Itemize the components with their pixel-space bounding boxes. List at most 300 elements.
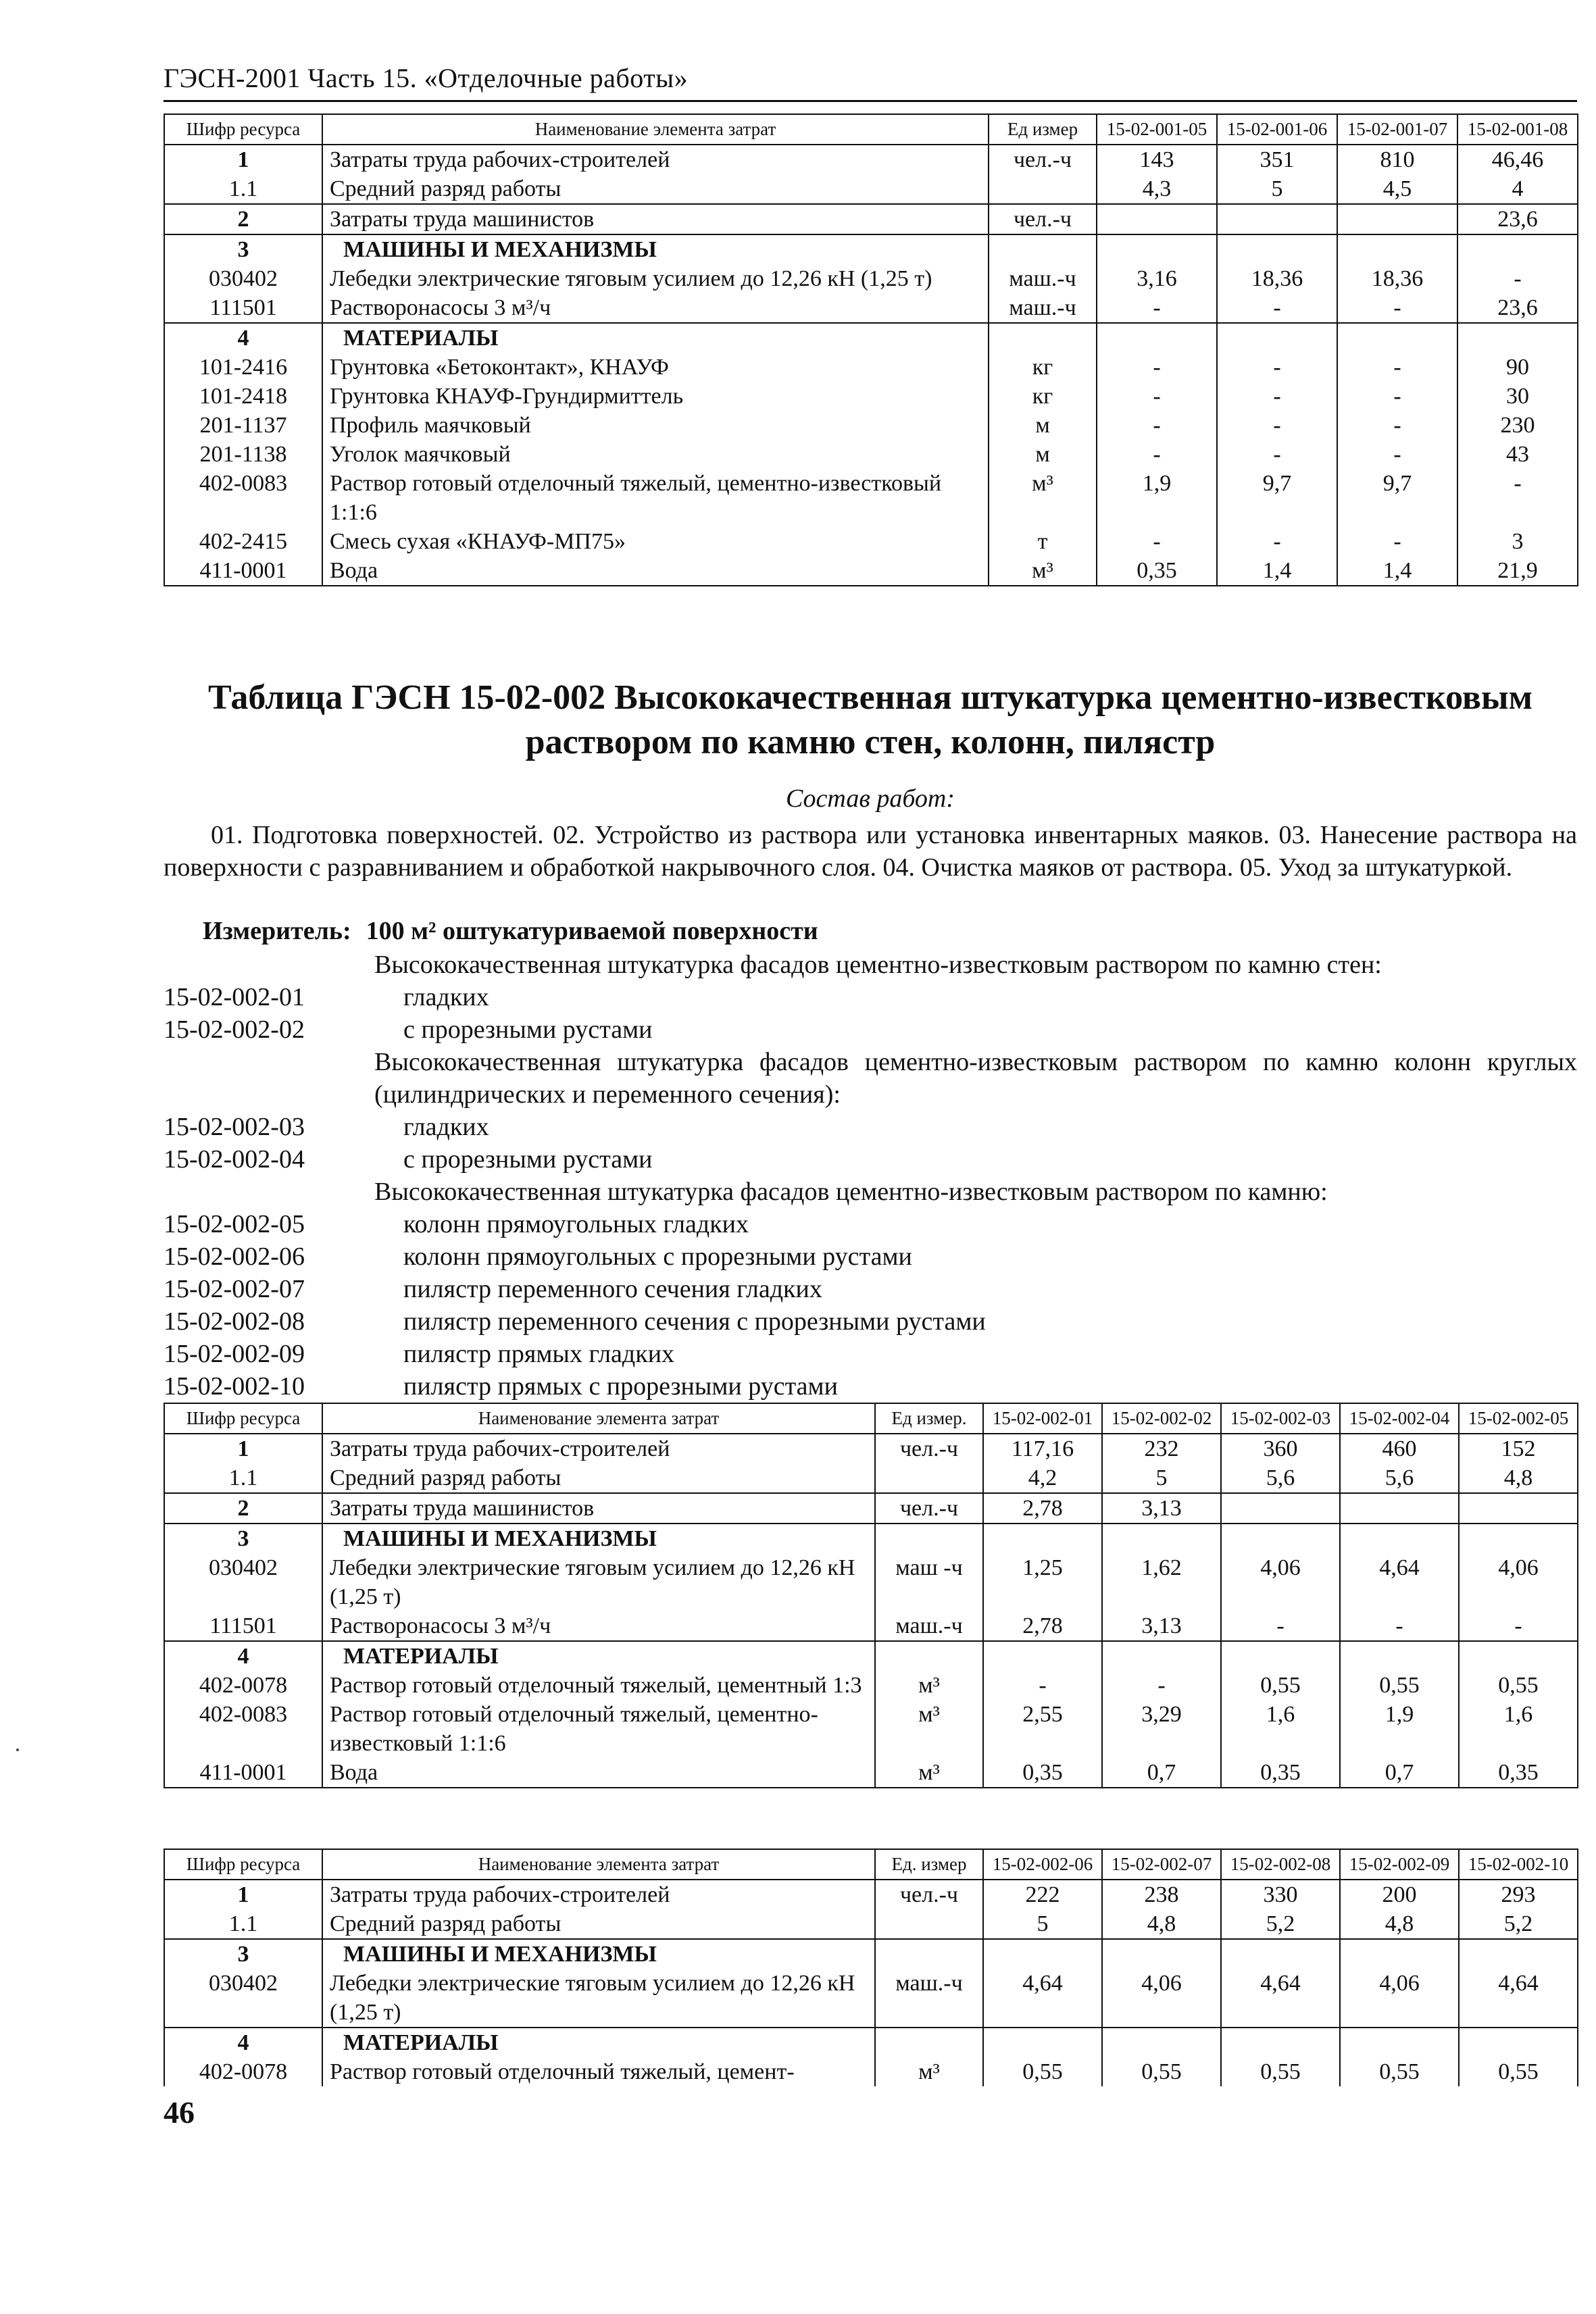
cell-value bbox=[1097, 204, 1217, 234]
cell-value: - bbox=[1457, 264, 1578, 293]
cell-value: - bbox=[1459, 1611, 1578, 1641]
table-row bbox=[164, 234, 1578, 264]
code-list-item bbox=[164, 1013, 1577, 1046]
table-header-row bbox=[164, 1403, 1578, 1434]
cell-unit: маш.-ч bbox=[989, 293, 1097, 323]
cell-cost-name: Средний разряд работы bbox=[322, 1909, 875, 1939]
header-norm-code: 15-02-001-06 bbox=[1217, 114, 1337, 145]
cell-value: - bbox=[1337, 293, 1457, 323]
cell-cost-name: Затраты труда рабочих-строителей bbox=[322, 145, 989, 174]
cell-value: - bbox=[1097, 382, 1217, 411]
cell-section-title: МАШИНЫ И МЕХАНИЗМЫ bbox=[322, 1939, 875, 1969]
code-list-item bbox=[164, 1143, 1577, 1176]
cell-value bbox=[1337, 323, 1457, 353]
cell-resource-code: 402-0083 bbox=[164, 469, 322, 527]
cell-value: 0,35 bbox=[1097, 556, 1217, 586]
cell-unit bbox=[875, 1463, 983, 1493]
cell-value: 3 bbox=[1457, 527, 1578, 556]
cell-resource-code: 1.1 bbox=[164, 1909, 322, 1939]
code-group-heading bbox=[164, 949, 1577, 981]
norm-description: Высококачественная штукатурка фасадов цементно-известковым раствором по камню стен: bbox=[374, 951, 1382, 979]
header-norm-code: 15-02-001-07 bbox=[1337, 114, 1457, 145]
cell-cost-name: Средний разряд работы bbox=[322, 174, 989, 204]
table-row bbox=[164, 527, 1578, 556]
cell-cost-name: Затраты труда машинистов bbox=[322, 1493, 875, 1524]
cell-value: 2,55 bbox=[983, 1700, 1102, 1758]
cell-value bbox=[1221, 1493, 1340, 1524]
cell-unit: м³ bbox=[989, 469, 1097, 527]
page-number: 46 bbox=[164, 2095, 195, 2130]
meter-line bbox=[203, 916, 818, 946]
cell-unit: маш.-ч bbox=[875, 1969, 983, 2028]
header-norm-code: 15-02-002-03 bbox=[1221, 1403, 1340, 1434]
cell-value bbox=[1340, 1641, 1459, 1671]
cell-value bbox=[1340, 1524, 1459, 1553]
table-row bbox=[164, 1611, 1578, 1641]
cell-value bbox=[1102, 1641, 1221, 1671]
cell-value: - bbox=[1337, 411, 1457, 440]
cell-value: 143 bbox=[1097, 145, 1217, 174]
norm-code: 15-02-002-03 bbox=[164, 1113, 305, 1141]
cell-resource-code: 411-0001 bbox=[164, 1758, 322, 1788]
table-row bbox=[164, 1641, 1578, 1671]
cell-value: 1,4 bbox=[1217, 556, 1337, 586]
cell-cost-name: Лебедки электрические тяговым усилием до 12,26 кН (1,25 т) bbox=[322, 264, 989, 293]
cell-value: 3,13 bbox=[1102, 1611, 1221, 1641]
cell-unit: кг bbox=[989, 353, 1097, 382]
cell-value: 3,29 bbox=[1102, 1700, 1221, 1758]
header-norm-code: 15-02-002-07 bbox=[1102, 1849, 1221, 1880]
norm-description: пилястр переменного сечения гладких bbox=[403, 1275, 822, 1303]
norm-code: 15-02-002-01 bbox=[164, 983, 305, 1011]
cell-unit: чел.-ч bbox=[989, 204, 1097, 234]
cell-unit: чел.-ч bbox=[875, 1434, 983, 1463]
resource-table-middle bbox=[164, 1403, 1578, 1788]
cell-value: 0,55 bbox=[1221, 2057, 1340, 2086]
code-list-item bbox=[164, 1370, 1577, 1403]
cell-cost-name: Затраты труда рабочих-строителей bbox=[322, 1434, 875, 1463]
header-norm-code: 15-02-002-09 bbox=[1340, 1849, 1459, 1880]
cell-value: 5,2 bbox=[1221, 1909, 1340, 1939]
norm-description: пилястр прямых с прорезными рустами bbox=[403, 1372, 838, 1401]
cell-value: 4,8 bbox=[1459, 1463, 1578, 1493]
cell-value bbox=[1217, 323, 1337, 353]
cell-resource-code: 1.1 bbox=[164, 174, 322, 204]
cell-resource-code: 1 bbox=[164, 1880, 322, 1909]
cell-value: 4,64 bbox=[1221, 1969, 1340, 2028]
cell-section-title: МАТЕРИАЛЫ bbox=[322, 1641, 875, 1671]
cell-value: - bbox=[1340, 1611, 1459, 1641]
cell-value bbox=[1221, 1641, 1340, 1671]
code-list-item bbox=[164, 981, 1577, 1013]
cell-value: 0,55 bbox=[983, 2057, 1102, 2086]
header-code: Шифр ресурса bbox=[164, 1403, 322, 1434]
cell-unit: чел.-ч bbox=[989, 145, 1097, 174]
cell-value: - bbox=[1217, 440, 1337, 469]
cell-value: - bbox=[1097, 527, 1217, 556]
cell-value bbox=[1217, 234, 1337, 264]
cell-resource-code: 101-2418 bbox=[164, 382, 322, 411]
cell-unit: м³ bbox=[875, 1700, 983, 1758]
cell-value: 4 bbox=[1457, 174, 1578, 204]
cell-value bbox=[983, 1939, 1102, 1969]
cell-unit: м³ bbox=[875, 1758, 983, 1788]
norm-description: гладких bbox=[403, 983, 489, 1011]
cell-value: - bbox=[1097, 440, 1217, 469]
table-row bbox=[164, 353, 1578, 382]
cell-value: - bbox=[1097, 353, 1217, 382]
cell-value: 9,7 bbox=[1337, 469, 1457, 527]
cell-value: 810 bbox=[1337, 145, 1457, 174]
cell-value: 18,36 bbox=[1337, 264, 1457, 293]
cell-value bbox=[1340, 1493, 1459, 1524]
cell-value bbox=[1337, 234, 1457, 264]
header-norm-code: 15-02-002-10 bbox=[1459, 1849, 1578, 1880]
cell-value bbox=[1097, 234, 1217, 264]
cell-unit bbox=[875, 1909, 983, 1939]
code-list-item bbox=[164, 1111, 1577, 1143]
table-row bbox=[164, 1553, 1578, 1611]
cell-value: 351 bbox=[1217, 145, 1337, 174]
cell-section-title: МАШИНЫ И МЕХАНИЗМЫ bbox=[322, 1524, 875, 1553]
table-row bbox=[164, 1671, 1578, 1700]
cell-value: 90 bbox=[1457, 353, 1578, 382]
table-row bbox=[164, 1463, 1578, 1493]
norm-description: пилястр переменного сечения с прорезными рустами bbox=[403, 1307, 986, 1336]
cell-value: 23,6 bbox=[1457, 204, 1578, 234]
cell-resource-code: 3 bbox=[164, 234, 322, 264]
table-row bbox=[164, 1700, 1578, 1758]
cell-value: 0,55 bbox=[1459, 1671, 1578, 1700]
cell-value bbox=[1459, 1524, 1578, 1553]
cell-unit bbox=[989, 174, 1097, 204]
cell-resource-code: 4 bbox=[164, 323, 322, 353]
cell-value: 0,55 bbox=[1459, 2057, 1578, 2086]
cell-unit: м bbox=[989, 411, 1097, 440]
cell-value bbox=[1097, 323, 1217, 353]
norm-description: гладких bbox=[403, 1113, 489, 1141]
header-norm-code: 15-02-001-05 bbox=[1097, 114, 1217, 145]
cell-value bbox=[1459, 1493, 1578, 1524]
cell-value: - bbox=[1221, 1611, 1340, 1641]
norm-description: с прорезными рустами bbox=[403, 1145, 653, 1174]
resource-table-top bbox=[164, 114, 1578, 586]
cell-value: 5 bbox=[983, 1909, 1102, 1939]
running-head: ГЭСН-2001 Часть 15. «Отделочные работы» bbox=[164, 63, 689, 93]
cell-unit: м³ bbox=[875, 1671, 983, 1700]
cell-unit: маш -ч bbox=[875, 1553, 983, 1611]
table-title: Таблица ГЭСН 15-02-002 Высококачественная штукатурка цементно-известковым раствором по камню стен, колонн, пилястр bbox=[207, 678, 1532, 761]
code-list-item bbox=[164, 1305, 1577, 1338]
cell-value: 0,55 bbox=[1102, 2057, 1221, 2086]
cell-value: 238 bbox=[1102, 1880, 1221, 1909]
cell-value bbox=[1221, 2028, 1340, 2057]
cell-value bbox=[983, 1641, 1102, 1671]
cell-value: 117,16 bbox=[983, 1434, 1102, 1463]
norm-code: 15-02-002-09 bbox=[164, 1340, 305, 1368]
cell-cost-name: Грунтовка КНАУФ-Грундирмиттель bbox=[322, 382, 989, 411]
cell-value: 5,2 bbox=[1459, 1909, 1578, 1939]
cell-value bbox=[1459, 1939, 1578, 1969]
header-name: Наименование элемента затрат bbox=[322, 1849, 875, 1880]
cell-value: - bbox=[1217, 353, 1337, 382]
cell-value: 2,78 bbox=[983, 1611, 1102, 1641]
cell-value: 230 bbox=[1457, 411, 1578, 440]
cell-value: 5,6 bbox=[1340, 1463, 1459, 1493]
norm-code: 15-02-002-10 bbox=[164, 1372, 305, 1401]
cell-section-title: МАТЕРИАЛЫ bbox=[322, 2028, 875, 2057]
cell-value: 4,3 bbox=[1097, 174, 1217, 204]
cell-unit: м³ bbox=[989, 556, 1097, 586]
cell-value: 232 bbox=[1102, 1434, 1221, 1463]
table-row bbox=[164, 1880, 1578, 1909]
composition-heading: Состав работ: bbox=[785, 784, 955, 813]
cell-value: - bbox=[1337, 527, 1457, 556]
code-list-item bbox=[164, 1208, 1577, 1240]
cell-value: 5,6 bbox=[1221, 1463, 1340, 1493]
cell-value bbox=[1457, 323, 1578, 353]
cell-value: 5 bbox=[1217, 174, 1337, 204]
cell-value: - bbox=[1457, 469, 1578, 527]
cell-value: 0,7 bbox=[1340, 1758, 1459, 1788]
cell-value: 0,35 bbox=[1221, 1758, 1340, 1788]
cell-value bbox=[1340, 2028, 1459, 2057]
code-group-heading bbox=[164, 1046, 1577, 1111]
cell-value: 4,5 bbox=[1337, 174, 1457, 204]
cell-value: - bbox=[1337, 382, 1457, 411]
cell-value: 4,64 bbox=[983, 1969, 1102, 2028]
table-row bbox=[164, 323, 1578, 353]
norm-description: Высококачественная штукатурка фасадов цементно-известковым раствором по камню колонн круглых (цилиндрических и переменного сечения): bbox=[374, 1048, 1577, 1109]
cell-cost-name: Вода bbox=[322, 1758, 875, 1788]
cell-cost-name: Лебедки электрические тяговым усилием до 12,26 кН (1,25 т) bbox=[322, 1553, 875, 1611]
cell-value: 3,13 bbox=[1102, 1493, 1221, 1524]
table-row bbox=[164, 1524, 1578, 1553]
resource-table-bottom bbox=[164, 1848, 1578, 2086]
cell-value bbox=[1340, 1939, 1459, 1969]
table-row bbox=[164, 1493, 1578, 1524]
scan-speck bbox=[16, 1749, 19, 1751]
cell-value: 0,55 bbox=[1221, 1671, 1340, 1700]
cell-resource-code: 111501 bbox=[164, 1611, 322, 1641]
cell-value: 2,78 bbox=[983, 1493, 1102, 1524]
cell-value: 1,6 bbox=[1459, 1700, 1578, 1758]
table-row bbox=[164, 440, 1578, 469]
cell-resource-code: 402-0083 bbox=[164, 1700, 322, 1758]
norm-description: пилястр прямых гладких bbox=[403, 1340, 675, 1368]
cell-value: 460 bbox=[1340, 1434, 1459, 1463]
code-group-heading bbox=[164, 1176, 1577, 1208]
cell-value: 4,64 bbox=[1459, 1969, 1578, 2028]
cell-cost-name: Раствор готовый отделочный тяжелый, цементно-известковый 1:1:6 bbox=[322, 469, 989, 527]
cell-resource-code: 030402 bbox=[164, 1553, 322, 1611]
cell-value: 21,9 bbox=[1457, 556, 1578, 586]
cell-value bbox=[1221, 1524, 1340, 1553]
table-row bbox=[164, 2057, 1578, 2086]
cell-unit bbox=[989, 234, 1097, 264]
header-norm-code: 15-02-002-01 bbox=[983, 1403, 1102, 1434]
cell-value: - bbox=[1337, 353, 1457, 382]
cell-value: 1,4 bbox=[1337, 556, 1457, 586]
table-row bbox=[164, 1939, 1578, 1969]
cell-value: - bbox=[1217, 382, 1337, 411]
cell-cost-name: Затраты труда рабочих-строителей bbox=[322, 1880, 875, 1909]
norm-description: колонн прямоугольных гладких bbox=[403, 1210, 749, 1238]
cell-unit: т bbox=[989, 527, 1097, 556]
cell-value: - bbox=[1097, 411, 1217, 440]
cell-value: - bbox=[983, 1671, 1102, 1700]
norm-description: Высококачественная штукатурка фасадов цементно-известковым раствором по камню: bbox=[374, 1178, 1328, 1206]
cell-value: 293 bbox=[1459, 1880, 1578, 1909]
table-row bbox=[164, 1758, 1578, 1788]
norm-code: 15-02-002-06 bbox=[164, 1242, 305, 1271]
table-row bbox=[164, 382, 1578, 411]
norm-code: 15-02-002-08 bbox=[164, 1307, 305, 1336]
cell-value bbox=[1459, 2028, 1578, 2057]
header-unit: Ед измер. bbox=[875, 1403, 983, 1434]
cell-resource-code: 030402 bbox=[164, 264, 322, 293]
cell-value bbox=[1337, 204, 1457, 234]
norm-code: 15-02-002-04 bbox=[164, 1145, 305, 1174]
header-norm-code: 15-02-002-08 bbox=[1221, 1849, 1340, 1880]
cell-value: 200 bbox=[1340, 1880, 1459, 1909]
cell-section-title: МАТЕРИАЛЫ bbox=[322, 323, 989, 353]
cell-resource-code: 111501 bbox=[164, 293, 322, 323]
cell-resource-code: 402-0078 bbox=[164, 1671, 322, 1700]
code-list-item bbox=[164, 1273, 1577, 1305]
cell-value: 330 bbox=[1221, 1880, 1340, 1909]
cell-value: 222 bbox=[983, 1880, 1102, 1909]
header-norm-code: 15-02-001-08 bbox=[1457, 114, 1578, 145]
cell-resource-code: 1 bbox=[164, 1434, 322, 1463]
norm-code: 15-02-002-07 bbox=[164, 1275, 305, 1303]
cell-unit bbox=[875, 1641, 983, 1671]
cell-cost-name: Затраты труда машинистов bbox=[322, 204, 989, 234]
cell-unit bbox=[875, 2028, 983, 2057]
cell-value: 1,9 bbox=[1340, 1700, 1459, 1758]
meter-value: 100 м² оштукатуриваемой поверхности bbox=[366, 917, 818, 945]
cell-value: 4,06 bbox=[1459, 1553, 1578, 1611]
cell-value: 152 bbox=[1459, 1434, 1578, 1463]
header-name: Наименование элемента затрат bbox=[322, 114, 989, 145]
table-row bbox=[164, 411, 1578, 440]
cell-value: 1,62 bbox=[1102, 1553, 1221, 1611]
cell-resource-code: 402-2415 bbox=[164, 527, 322, 556]
cell-resource-code: 2 bbox=[164, 204, 322, 234]
cell-resource-code: 2 bbox=[164, 1493, 322, 1524]
cell-value: 0,35 bbox=[983, 1758, 1102, 1788]
cell-value bbox=[1457, 234, 1578, 264]
norm-description: с прорезными рустами bbox=[403, 1015, 653, 1044]
cell-value bbox=[983, 1524, 1102, 1553]
table-row bbox=[164, 293, 1578, 323]
cell-unit bbox=[875, 1524, 983, 1553]
cell-value: - bbox=[1217, 411, 1337, 440]
cell-cost-name: Средний разряд работы bbox=[322, 1463, 875, 1493]
cell-unit: м³ bbox=[875, 2057, 983, 2086]
cell-value bbox=[1221, 1939, 1340, 1969]
header-unit: Ед. измер bbox=[875, 1849, 983, 1880]
cell-cost-name: Уголок маячковый bbox=[322, 440, 989, 469]
norm-code: 15-02-002-02 bbox=[164, 1015, 305, 1044]
cell-resource-code: 411-0001 bbox=[164, 556, 322, 586]
cell-value: 1,25 bbox=[983, 1553, 1102, 1611]
cell-cost-name: Растворонасосы 3 м³/ч bbox=[322, 293, 989, 323]
table-row bbox=[164, 1909, 1578, 1939]
cell-value: 18,36 bbox=[1217, 264, 1337, 293]
cell-unit: чел.-ч bbox=[875, 1493, 983, 1524]
cell-value bbox=[1102, 1939, 1221, 1969]
table-header-row bbox=[164, 1849, 1578, 1880]
cell-cost-name: Профиль маячковый bbox=[322, 411, 989, 440]
cell-unit: м bbox=[989, 440, 1097, 469]
cell-unit: кг bbox=[989, 382, 1097, 411]
cell-cost-name: Раствор готовый отделочный тяжелый, цемент- bbox=[322, 2057, 875, 2086]
cell-value: 5 bbox=[1102, 1463, 1221, 1493]
cell-value: 43 bbox=[1457, 440, 1578, 469]
norm-code: 15-02-002-05 bbox=[164, 1210, 305, 1238]
cell-cost-name: Раствор готовый отделочный тяжелый, цементно-известковый 1:1:6 bbox=[322, 1700, 875, 1758]
cell-resource-code: 201-1137 bbox=[164, 411, 322, 440]
cell-value: 0,35 bbox=[1459, 1758, 1578, 1788]
cell-value: 4,8 bbox=[1102, 1909, 1221, 1939]
cell-resource-code: 101-2416 bbox=[164, 353, 322, 382]
cell-resource-code: 030402 bbox=[164, 1969, 322, 2028]
table-row bbox=[164, 1434, 1578, 1463]
cell-unit: маш.-ч bbox=[989, 264, 1097, 293]
cell-value bbox=[1102, 2028, 1221, 2057]
cell-value: 4,8 bbox=[1340, 1909, 1459, 1939]
header-rule bbox=[164, 100, 1577, 102]
header-unit: Ед измер bbox=[989, 114, 1097, 145]
cell-value: 0,7 bbox=[1102, 1758, 1221, 1788]
cell-value: 4,06 bbox=[1102, 1969, 1221, 2028]
cell-value: 1,6 bbox=[1221, 1700, 1340, 1758]
cell-resource-code: 4 bbox=[164, 2028, 322, 2057]
header-code: Шифр ресурса bbox=[164, 114, 322, 145]
table-row bbox=[164, 2028, 1578, 2057]
cell-value: - bbox=[1217, 293, 1337, 323]
header-norm-code: 15-02-002-05 bbox=[1459, 1403, 1578, 1434]
cell-resource-code: 402-0078 bbox=[164, 2057, 322, 2086]
cell-unit bbox=[875, 1939, 983, 1969]
cell-value: 30 bbox=[1457, 382, 1578, 411]
table-row bbox=[164, 1969, 1578, 2028]
cell-resource-code: 1 bbox=[164, 145, 322, 174]
cell-value: 360 bbox=[1221, 1434, 1340, 1463]
cell-value: 4,06 bbox=[1221, 1553, 1340, 1611]
cell-value: 4,64 bbox=[1340, 1553, 1459, 1611]
cell-value bbox=[1217, 204, 1337, 234]
cell-value: - bbox=[1102, 1671, 1221, 1700]
cell-value: 0,55 bbox=[1340, 1671, 1459, 1700]
cell-cost-name: Раствор готовый отделочный тяжелый, цементный 1:3 bbox=[322, 1671, 875, 1700]
cell-section-title: МАШИНЫ И МЕХАНИЗМЫ bbox=[322, 234, 989, 264]
table-header-row bbox=[164, 114, 1578, 145]
cell-value bbox=[983, 2028, 1102, 2057]
table-row bbox=[164, 469, 1578, 527]
cell-resource-code: 4 bbox=[164, 1641, 322, 1671]
cell-resource-code: 3 bbox=[164, 1524, 322, 1553]
cell-unit: маш.-ч bbox=[875, 1611, 983, 1641]
cell-unit bbox=[989, 323, 1097, 353]
header-norm-code: 15-02-002-04 bbox=[1340, 1403, 1459, 1434]
cell-resource-code: 201-1138 bbox=[164, 440, 322, 469]
header-code: Шифр ресурса bbox=[164, 1849, 322, 1880]
code-list bbox=[164, 949, 1577, 1403]
table-row bbox=[164, 556, 1578, 586]
cell-value: - bbox=[1217, 527, 1337, 556]
